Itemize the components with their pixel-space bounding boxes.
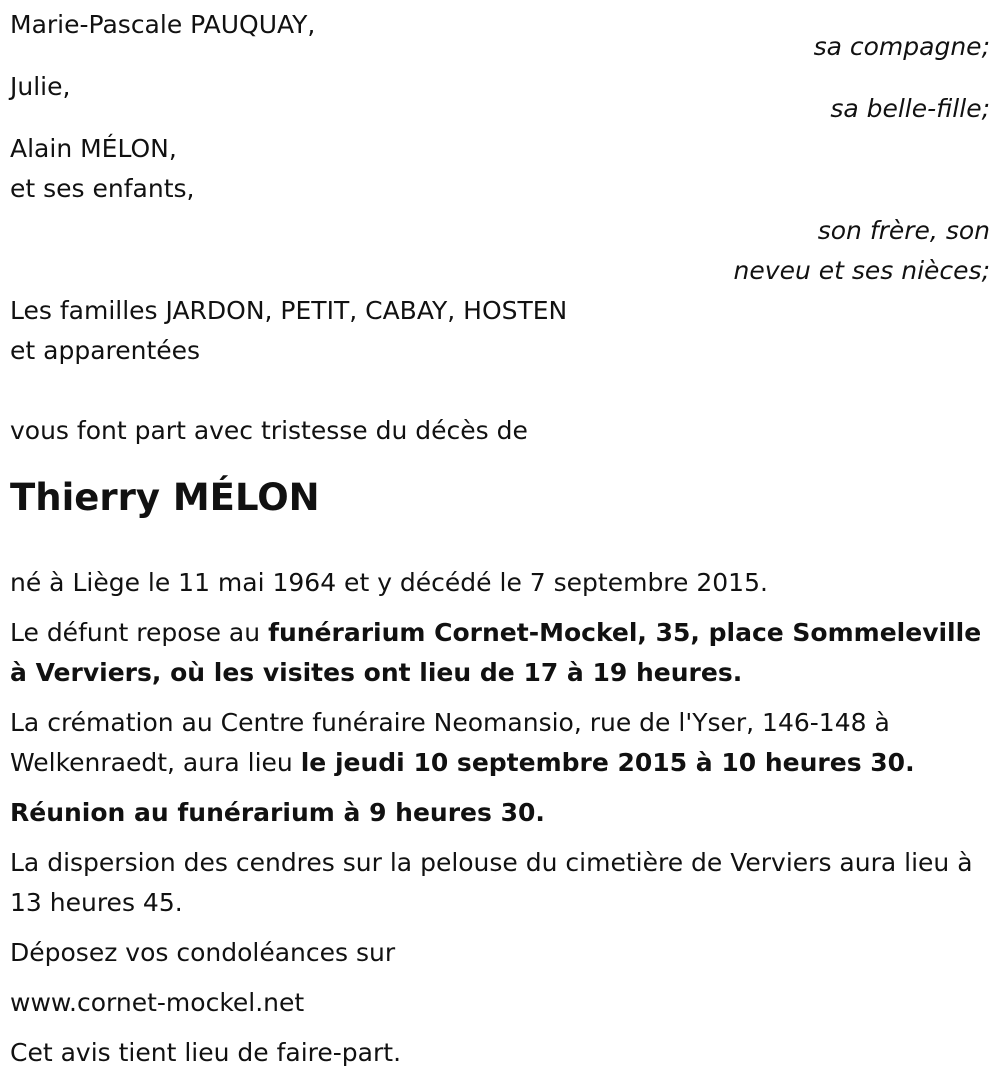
deceased-name: Thierry MÉLON [10, 476, 320, 519]
dispersion-paragraph: La dispersion des cendres sur la pelouse du cimetière de Verviers aura lieu à 13 heures 45. [10, 848, 973, 917]
family-group-companion [10, 5, 990, 67]
announcement-text: vous font part avec tristesse du décès de [10, 416, 528, 445]
cremation-paragraph [10, 703, 990, 783]
closing-text: Cet avis tient lieu de faire-part. [10, 1038, 402, 1067]
cremation-intro: La crémation au Centre funéraire Neomansio, rue de l'Yser, 146-148 à Welkenraedt, aura lieu [10, 708, 890, 777]
website-link[interactable]: www.cornet-mockel.net [10, 988, 305, 1017]
family-name: et apparentées [10, 336, 201, 365]
family-role: sa belle-fille; [830, 94, 990, 123]
spacer [10, 371, 990, 411]
obituary-notice [10, 5, 990, 1083]
family-name: Les familles JARDON, PETIT, CABAY, HOSTEN [10, 296, 568, 325]
meeting-paragraph [10, 793, 990, 833]
family-role: neveu et ses nièces; [733, 256, 990, 285]
family-name: et ses enfants, [10, 174, 195, 203]
birth-death-text: né à Liège le 11 mai 1964 et y décédé le 7 septembre 2015. [10, 568, 768, 597]
family-name: Julie, [10, 72, 71, 101]
rest-details: funérarium Cornet-Mockel, 35, place Sommeleville à Verviers, où les visites ont lieu de 17 à 19 heures. [10, 618, 982, 687]
family-role: sa compagne; [813, 32, 990, 61]
family-name: Marie-Pascale PAUQUAY, [10, 10, 316, 39]
meeting-text: Réunion au funérarium à 9 heures 30. [10, 798, 545, 827]
family-group-relatives [10, 291, 990, 371]
family-group-brother [10, 129, 990, 291]
rest-paragraph [10, 613, 990, 693]
cremation-date: le jeudi 10 septembre 2015 à 10 heures 30. [300, 748, 915, 777]
condolences-text: Déposez vos condoléances sur [10, 938, 396, 967]
family-group-stepdaughter [10, 67, 990, 129]
family-name: Alain MÉLON, [10, 134, 177, 163]
family-role: son frère, son [817, 216, 990, 245]
rest-intro: Le défunt repose au [10, 618, 261, 647]
